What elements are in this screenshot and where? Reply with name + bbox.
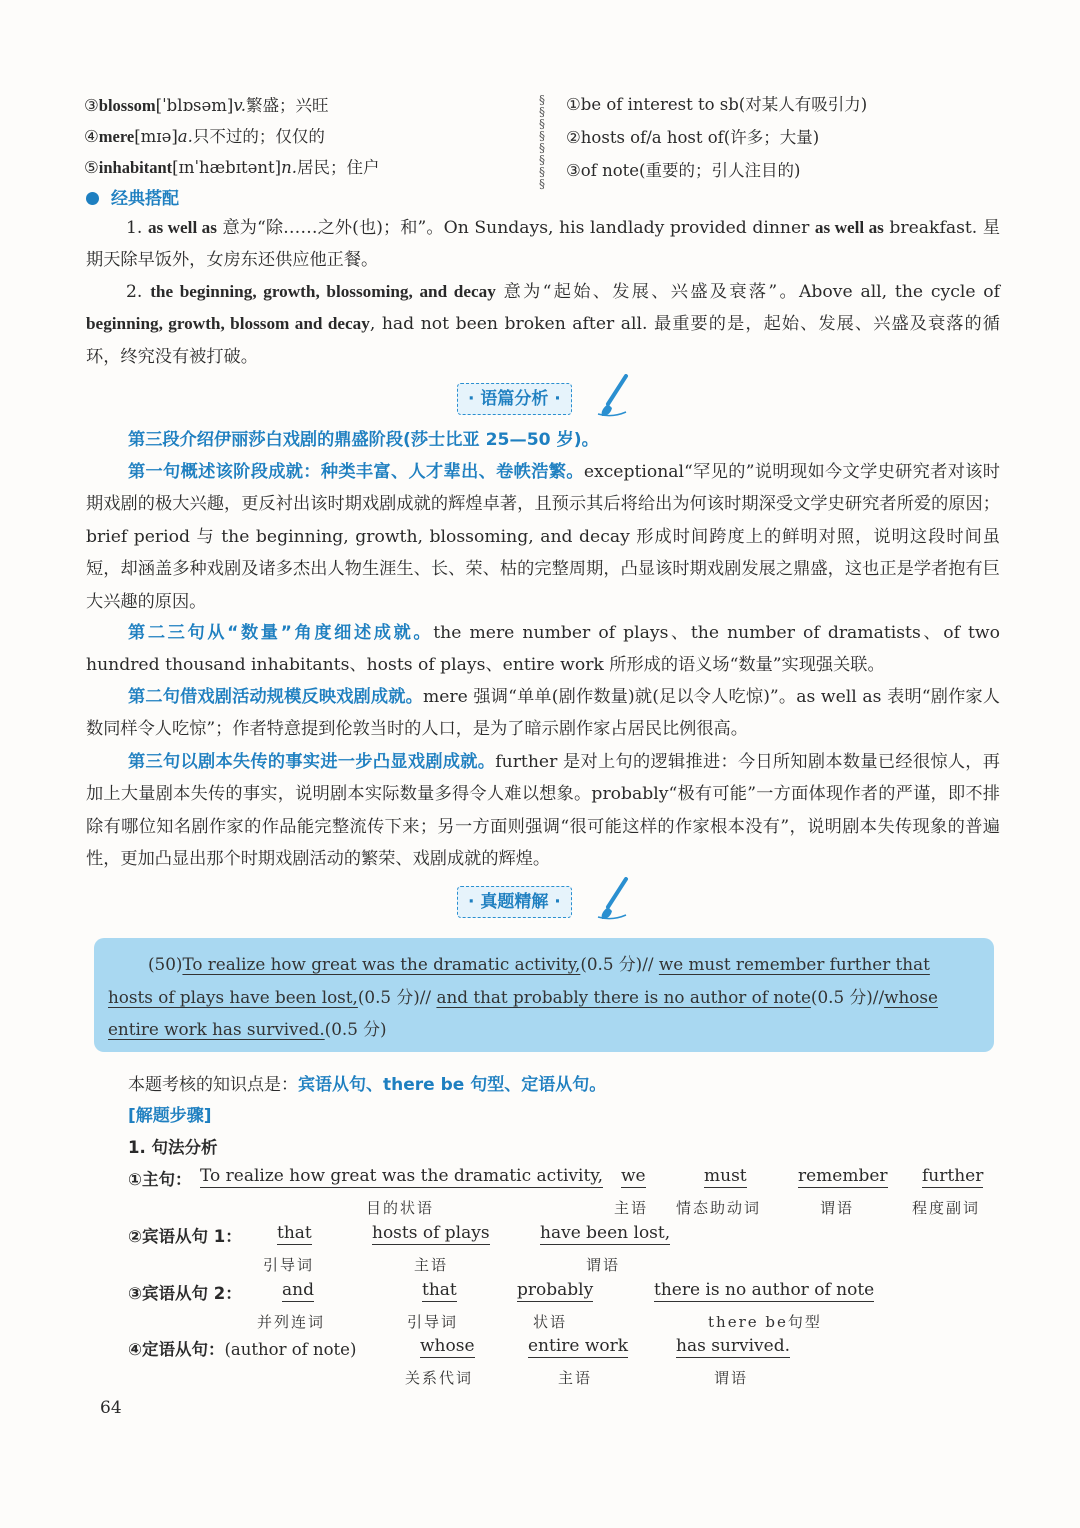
phrase-item: ①be of interest to sb(对某人有吸引力) xyxy=(566,95,868,114)
answer-text: (50)To realize how great was the dramatic activity,(0.5 分)// we must remember further that hosts of plays have been lost,(0.5 分)// and that probably there is no author of note(0.5 分)//whose entire work has survived.(0.5 分) xyxy=(108,954,938,1039)
phrase-item: ③of note(重要的；引人注目的) xyxy=(566,161,801,180)
syntax-word: whose xyxy=(420,1336,475,1356)
analysis-paragraph-2: 第二三句从“数量”角度细述成就。the mere number of plays、the number of dramatists、of two hundred thousand inhabitants、hosts of plays、entire work 所形成的语义场“数量”实现强关联。 xyxy=(86,623,1000,676)
vocab-item: ④mere[mɪə]a.只不过的；仅仅的 xyxy=(84,127,325,146)
syntax-word: have been lost, xyxy=(540,1223,671,1243)
vocab-item: ⑤inhabitant[ɪnˈhæbɪtənt]n.居民；住户 xyxy=(84,158,380,177)
syntax-role-label: 引导词 xyxy=(263,1256,315,1274)
syntax-role-label: 主语 xyxy=(558,1369,593,1387)
syntax-word: further xyxy=(922,1166,984,1186)
syntax-row-label: ①主句： xyxy=(128,1170,192,1189)
syntax-role-label: 谓语 xyxy=(714,1369,749,1387)
syntax-role-label: 程度副词 xyxy=(912,1199,981,1217)
syntax-word: remember xyxy=(798,1166,888,1186)
syntax-word: there is no author of note xyxy=(654,1280,875,1300)
syntax-role-label: 目的状语 xyxy=(366,1199,435,1217)
syntax-row-label: ③宾语从句 2： xyxy=(128,1284,242,1303)
phrase-item: ②hosts of/a host of(许多；大量) xyxy=(566,128,820,147)
syntax-row-label: ②宾语从句 1： xyxy=(128,1227,242,1246)
brush-icon xyxy=(596,877,632,921)
syntax-role-label: 主语 xyxy=(614,1199,649,1217)
knowledge-points: 本题考核的知识点是：宾语从句、there be 句型、定语从句。 xyxy=(128,1075,607,1095)
syntax-role-label: 情态助动词 xyxy=(676,1199,762,1217)
syntax-role-label: 谓语 xyxy=(586,1256,621,1274)
syntax-role-label: 引导词 xyxy=(407,1313,459,1331)
syntax-role-label: 主语 xyxy=(414,1256,449,1274)
syntax-role-label: 状语 xyxy=(533,1313,568,1331)
syntax-role-label: 并列连词 xyxy=(257,1313,326,1331)
syntax-word: that xyxy=(277,1223,312,1243)
syntax-subheading: 1. 句法分析 xyxy=(128,1138,218,1157)
vocab-item: ③blossom[ˈblɒsəm]v.繁盛；兴旺 xyxy=(84,96,329,115)
analysis-banner: · 语篇分析 · xyxy=(457,383,572,415)
syntax-role-label: 谓语 xyxy=(820,1199,855,1217)
analysis-title: 第三段介绍伊丽莎白戏剧的鼎盛阶段(莎士比亚 25—50 岁)。 xyxy=(128,430,599,450)
syntax-role-label: 关系代词 xyxy=(405,1369,474,1387)
collocation-paragraph-2: 2. the beginning, growth, blossoming, and decay 意为“起始、发展、兴盛及衰落”。Above all, the cycle of beginning, growth, blossom and decay, had not been broken after all. 最重要的是，起始、发展、兴盛及衰落的循环，终究没有被打破。 xyxy=(86,282,1001,367)
syntax-word: has survived. xyxy=(676,1336,791,1356)
syntax-word: probably xyxy=(517,1280,594,1300)
syntax-word: entire work xyxy=(528,1336,629,1356)
analysis-paragraph-1: 第一句概述该阶段成就：种类丰富、人才辈出、卷帙浩繁。exceptional“罕见的”说明现如今文学史研究者对该时期戏剧的极大兴趣，更反衬出该时期戏剧成就的辉煌卓著，且预示其后将给出为何该时期深受文学史研究者所爱的原因；brief period 与 the beginning, growth, blossoming, and decay 形成时间跨度上的鲜明对照，说明这段时间虽短，却涵盖多种戏剧及诸多杰出人物生涯生、长、荣、枯的完整周期，凸显该时期戏剧发展之鼎盛，这也正是学者抱有巨大兴趣的原因。 xyxy=(86,462,1000,612)
syntax-word: that xyxy=(422,1280,457,1300)
syntax-word: hosts of plays xyxy=(372,1223,490,1243)
syntax-row-label: ④定语从句：(author of note) xyxy=(128,1340,357,1359)
answer-banner: · 真题精解 · xyxy=(457,886,572,918)
syntax-word: we xyxy=(621,1166,646,1186)
analysis-paragraph-3: 第二句借戏剧活动规模反映戏剧成就。mere 强调“单单(剧作数量)就(足以令人吃惊)”。as well as 表明“剧作家人数同样令人吃惊”；作者特意提到伦敦当时的人口，是为了暗示剧作家占居民比例很高。 xyxy=(86,687,1000,740)
syntax-word: To realize how great was the dramatic activity, xyxy=(200,1166,604,1186)
steps-heading: [解题步骤] xyxy=(128,1106,212,1126)
page-number: 64 xyxy=(100,1398,122,1418)
collocation-paragraph-1: 1. as well as 意为“除……之外(也)；和”。On Sundays, his landlady provided dinner as well as breakfast. 星期天除早饭外，女房东还供应他正餐。 xyxy=(86,218,1001,271)
syntax-role-label: there be句型 xyxy=(708,1313,822,1331)
collocation-heading: 经典搭配 xyxy=(86,184,179,209)
analysis-paragraph-4: 第三句以剧本失传的事实进一步凸显戏剧成就。further 是对上句的逻辑推进：今日所知剧本数量已经很惊人，再加上大量剧本失传的事实，说明剧本实际数量多得令人难以想象。probably“极有可能”一方面体现作者的严谨，即不排除有哪位知名剧作家的作品能完整流传下来；另一方面则强调“很可能这样的作家根本没有”，说明剧本失传现象的普遍性，更加凸显出那个时期戏剧活动的繁荣、戏剧成就的辉煌。 xyxy=(86,752,1000,870)
brush-icon xyxy=(596,374,632,418)
bullet-dot-icon xyxy=(86,192,99,205)
wavy-divider: § § § § § § § § xyxy=(539,93,545,191)
syntax-word: and xyxy=(282,1280,314,1300)
syntax-word: must xyxy=(704,1166,747,1186)
